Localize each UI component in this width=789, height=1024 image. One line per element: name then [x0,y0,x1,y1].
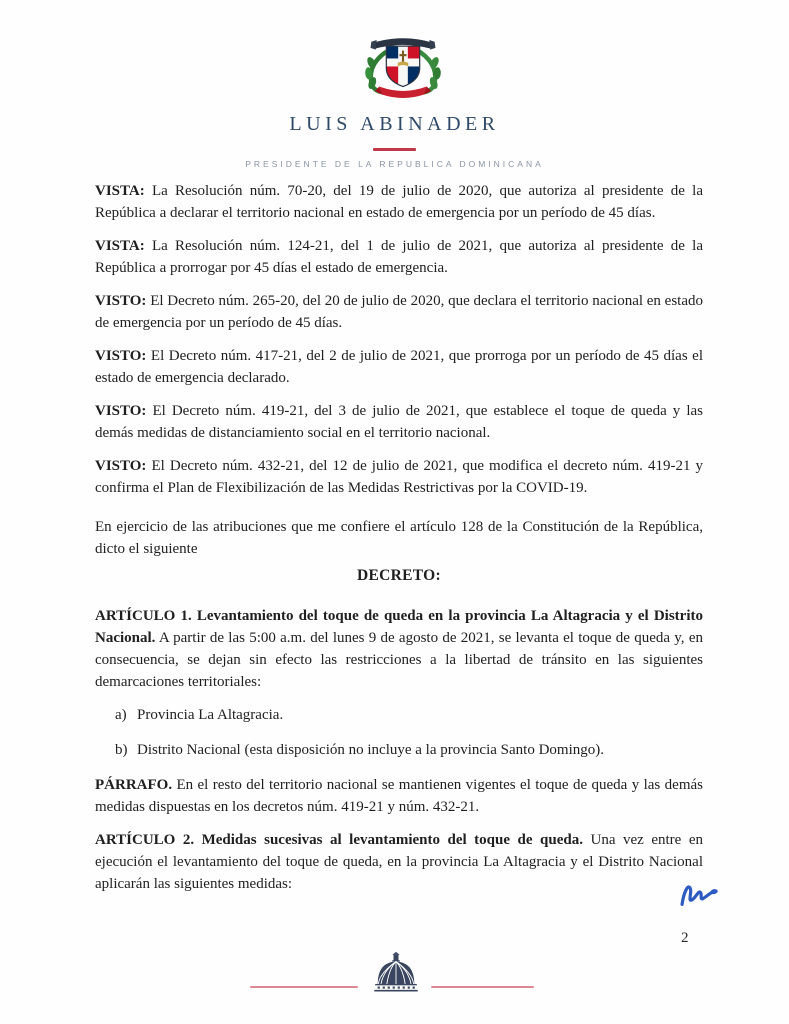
president-name: LUIS ABINADER [289,113,500,135]
parrafo-paragraph [95,774,703,818]
considerando-lead: VISTO: [95,458,147,474]
considerando-paragraph [95,345,703,389]
article-2-text: Una vez entre en ejecución el levantamiento del toque de queda, en la provincia La Altagracia y el Distrito Nacional aplicarán las siguientes medidas: [95,832,703,892]
considerando-text: El Decreto núm. 432-21, del 12 de julio de 2021, que modifica el decreto núm. 419-21 y confirma el Plan de Flexibilización de las Medidas Restrictivas por la COVID-19. [95,458,704,496]
intro-paragraph: En ejercicio de las atribuciones que me confiere el artículo 128 de la Constitución de la República, dicto el siguiente [95,519,703,557]
name-underline-rule [373,148,416,151]
president-subtitle: PRESIDENTE DE LA REPUBLICA DOMINICANA [245,159,544,169]
considerando-lead: VISTO: [95,348,147,364]
considerando-lead: VISTA: [95,238,145,254]
document-body [95,180,703,906]
list-item-text: Provincia La Altagracia. [137,707,284,723]
considerando-text: La Resolución núm. 124-21, del 1 de julio de 2021, que autoriza al presidente de la República a prorrogar por 45 días el estado de emergencia. [95,238,703,276]
footer-rule-right [431,986,534,988]
considerando-lead: VISTO: [95,403,147,419]
list-item-text: Distrito Nacional (esta disposición no incluye a la provincia Santo Domingo). [137,742,604,758]
list-item [115,739,703,761]
considerando-paragraph [95,235,703,279]
parrafo-lead: PÁRRAFO. [95,777,173,793]
article-1-paragraph [95,605,703,693]
considerando-paragraph [95,455,703,499]
list-item-marker: a) [115,707,127,723]
article-1-lead: ARTÍCULO 1. Levantamiento del toque de queda en la provincia La Altagracia y el Distrito Nacional. [95,608,703,646]
considerando-paragraph [95,400,703,444]
decree-heading: DECRETO: [357,567,441,584]
article-1-text: A partir de las 5:00 a.m. del lunes 9 de agosto de 2021, se levanta el toque de queda y, en consecuencia, se dejan sin efecto las restricciones a la libertad de tránsito en las siguientes demarcaciones territoriales: [95,630,703,690]
palace-dome-icon [371,949,421,999]
territories-list [95,704,703,761]
list-item [115,704,703,726]
signature-mark-icon [678,878,720,910]
parrafo-text: En el resto del territorio nacional se mantienen vigentes el toque de queda y las demás medidas dispuestas en los decretos núm. 419-21 y núm. 432-21. [95,777,703,815]
considerando-text: El Decreto núm. 417-21, del 2 de julio de 2021, que prorroga por un período de 45 días el estado de emergencia declarado. [95,348,703,386]
considerando-text: El Decreto núm. 419-21, del 3 de julio de 2021, que establece el toque de queda y las demás medidas de distanciamiento social en el territorio nacional. [95,403,703,441]
considerando-paragraph [95,180,703,224]
page-number: 2 [681,930,689,946]
considerando-text: El Decreto núm. 265-20, del 20 de julio de 2020, que declara el territorio nacional en estado de emergencia por un período de 45 días. [95,293,704,331]
considerando-text: La Resolución núm. 70-20, del 19 de julio de 2020, que autoriza al presidente de la República a declarar el territorio nacional en estado de emergencia por un período de 45 días. [95,183,703,221]
considerando-lead: VISTA: [95,183,145,199]
coat-of-arms-icon [357,33,449,105]
article-2-paragraph [95,829,703,895]
list-item-marker: b) [115,742,128,758]
article-2-lead: ARTÍCULO 2. Medidas sucesivas al levantamiento del toque de queda. [95,832,583,848]
footer-rule-left [250,986,358,988]
considerando-paragraph [95,290,703,334]
considerando-lead: VISTO: [95,293,147,309]
